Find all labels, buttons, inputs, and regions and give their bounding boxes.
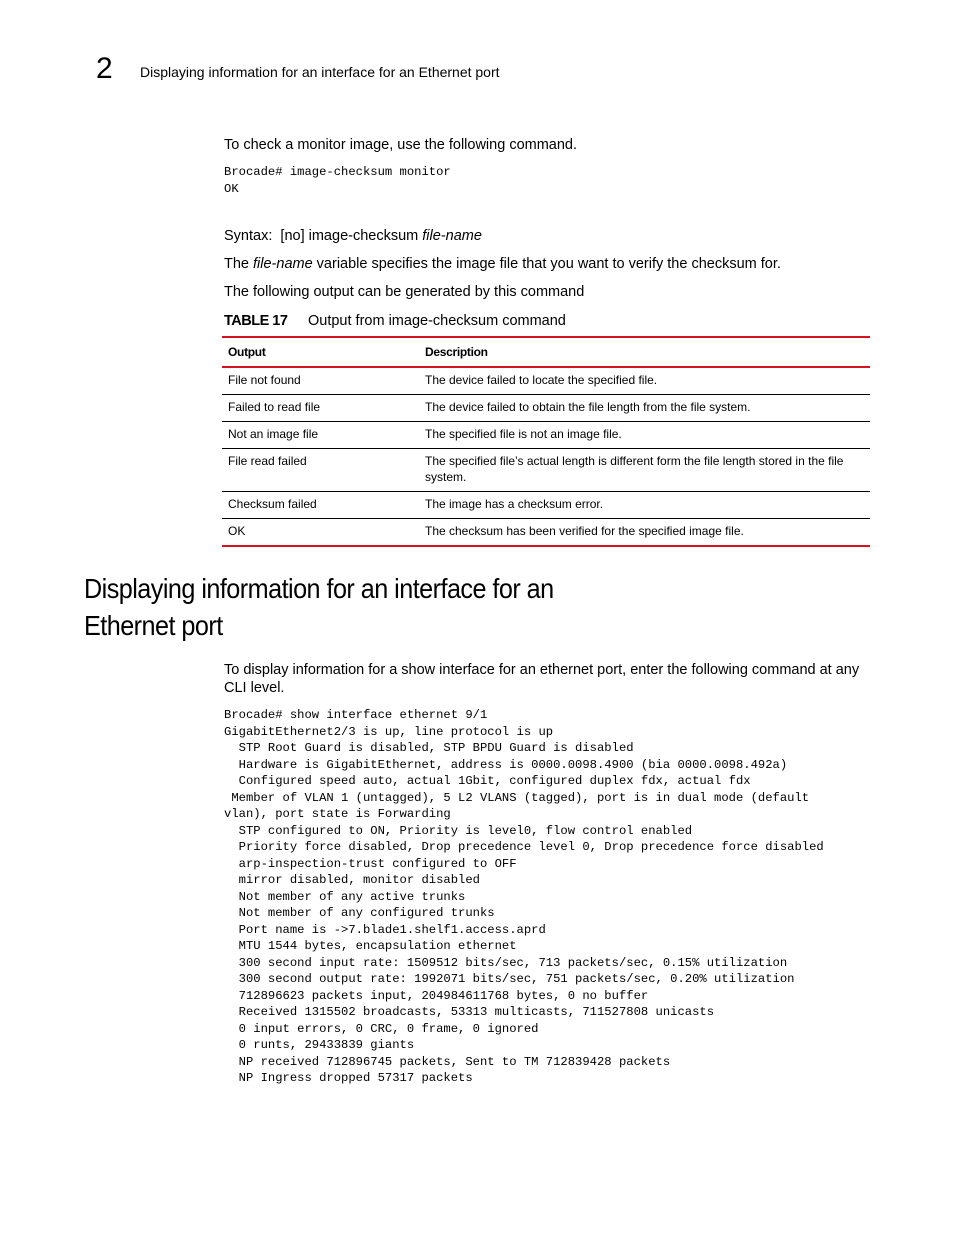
table-cell-output: File read failed (222, 449, 419, 492)
table-cell-output: OK (222, 519, 419, 547)
syntax-label: Syntax: (224, 228, 273, 244)
table-header-row (222, 337, 870, 367)
running-header-title: Displaying information for an interface for an Ethernet port (140, 64, 500, 80)
output-intro-paragraph: The following output can be generated by this command (224, 284, 585, 300)
table-cell-output: Failed to read file (222, 395, 419, 422)
syntax-line (224, 227, 482, 245)
variable-description (224, 255, 781, 273)
table-row (222, 395, 870, 422)
column-header-description: Description (419, 337, 870, 367)
table-cell-output: Checksum failed (222, 492, 419, 519)
table-cell-description: The image has a checksum error. (419, 492, 870, 519)
section-intro-paragraph: To display information for a show interface for an ethernet port, enter the following command at any CLI level. (224, 662, 860, 696)
table-row (222, 519, 870, 547)
table-title: Output from image-checksum command (308, 313, 566, 329)
column-header-output: Output (222, 337, 419, 367)
table-cell-output: File not found (222, 367, 419, 395)
table-caption (224, 313, 566, 329)
table-cell-description: The device failed to obtain the file length from the file system. (419, 395, 870, 422)
table-cell-output: Not an image file (222, 422, 419, 449)
table-cell-description: The specified file’s actual length is different form the file length stored in the file system. (419, 449, 870, 492)
output-table (222, 336, 870, 547)
show-interface-output-block: Brocade# show interface ethernet 9/1 GigabitEthernet2/3 is up, line protocol is up STP Root Guard is disabled, STP BPDU Guard is disabled Hardware is GigabitEthernet, address is 0000.0098.4900 (bia 0000.0098.492a) Configured speed auto, actual 1Gbit, configured duplex fdx, actual fdx Member of VLAN 1 (untagged), 5 L2 VLANS (tagged), port is in dual mode (default vlan), port state is Forwarding STP configured to ON, Priority is level0, flow control enabled Priority force disabled, Drop precedence level 0, Drop precedence force disabled arp-inspection-trust configured to OFF mirror disabled, monitor disabled Not member of any active trunks Not member of any configured trunks Port name is ->7.blade1.shelf1.access.aprd MTU 1544 bytes, encapsulation ethernet 300 second input rate: 1509512 bits/sec, 713 packets/sec, 0.15% utilization 300 second output rate: 1992071 bits/sec, 751 packets/sec, 0.20% utilization 712896623 packets input, 204984611768 bytes, 0 no buffer Received 1315502 broadcasts, 53313 multicasts, 711527808 unicasts 0 input errors, 0 CRC, 0 frame, 0 ignored 0 runts, 29433839 giants NP received 712896745 packets, Sent to TM 712839428 packets NP Ingress dropped 57317 packets (224, 708, 824, 1085)
table-row (222, 492, 870, 519)
syntax-command: [no] image-checksum (280, 228, 419, 244)
table-cell-description: The specified file is not an image file. (419, 422, 870, 449)
table-row (222, 367, 870, 395)
check-monitor-paragraph: To check a monitor image, use the following command. (224, 137, 578, 153)
syntax-variable: file-name (422, 228, 482, 244)
variable-desc-before: The (224, 256, 254, 272)
table-row (222, 422, 870, 449)
table-cell-description: The checksum has been verified for the specified image file. (419, 519, 870, 547)
table-row (222, 449, 870, 492)
chapter-number: 2 (96, 52, 113, 85)
monitor-command-block: Brocade# image-checksum monitor OK (224, 165, 451, 196)
table-cell-description: The device failed to locate the specified file. (419, 367, 870, 395)
variable-desc-after: variable specifies the image file that you want to verify the checksum for. (312, 256, 781, 272)
section-heading: Displaying information for an interface for an Ethernet port (84, 573, 554, 641)
table-label: TABLE 17 (224, 313, 288, 329)
variable-desc-variable: file-name (253, 256, 313, 272)
